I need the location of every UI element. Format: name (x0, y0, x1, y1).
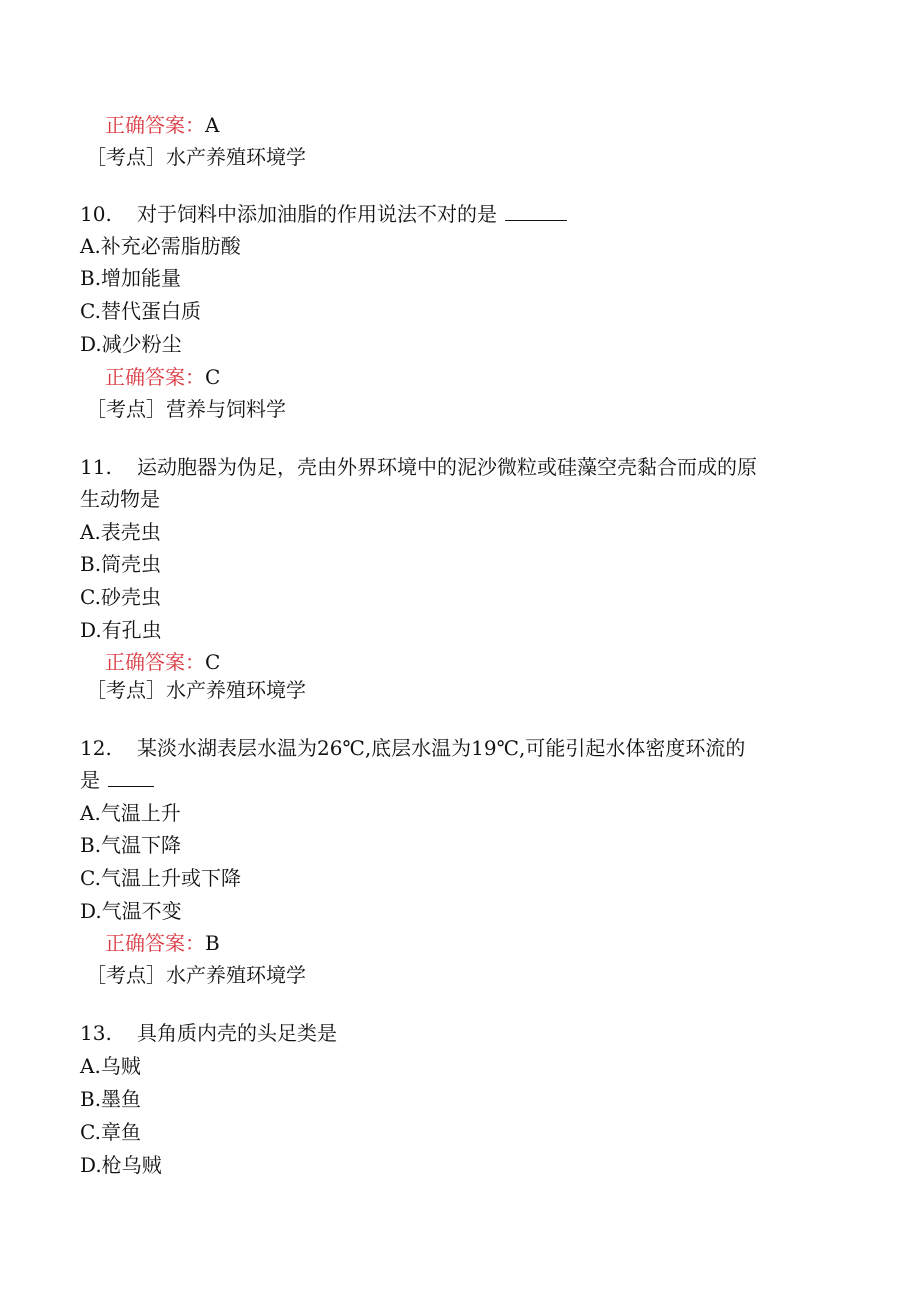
topic-label: ［考点］ (86, 963, 166, 987)
option-d: D.有孔虫 (80, 618, 162, 642)
topic-value: 水产养殖环境学 (166, 678, 306, 702)
question-12-stem (80, 734, 745, 762)
question-number: 10. (80, 202, 112, 226)
topic-value: 水产养殖环境学 (166, 963, 306, 987)
question-text: 对于饲料中添加油脂的作用说法不对的是 (137, 202, 497, 226)
question-13-stem (80, 1019, 337, 1047)
question-text: 运动胞器为伪足，壳由外界环境中的泥沙微粒或硅藻空壳黏合而成的原 (137, 455, 757, 479)
question-12-topic (86, 961, 306, 989)
question-11-stem-cont: 生动物是 (80, 487, 160, 511)
prev-topic-line (86, 143, 306, 171)
question-12-answer (105, 929, 220, 957)
option-a: A.气温上升 (80, 801, 181, 825)
option-a: A.补充必需脂肪酸 (80, 234, 241, 258)
answer-label: 正确答案： (105, 365, 205, 389)
prev-answer-line (105, 111, 219, 139)
question-11-answer (105, 648, 220, 676)
answer-value: B (205, 931, 220, 955)
option-a: A.乌贼 (80, 1054, 141, 1078)
option-c: C.砂壳虫 (80, 585, 161, 609)
option-d: D.气温不变 (80, 899, 182, 923)
question-10-stem (80, 200, 567, 228)
option-d: D.枪乌贼 (80, 1153, 162, 1177)
answer-blank (108, 768, 154, 787)
topic-label: ［考点］ (86, 145, 166, 169)
option-b: B.气温下降 (80, 833, 182, 857)
topic-label: ［考点］ (86, 397, 166, 421)
topic-value: 水产养殖环境学 (166, 145, 306, 169)
option-b: B.筒壳虫 (80, 552, 162, 576)
question-number: 13. (80, 1021, 112, 1045)
option-b: B.增加能量 (80, 266, 182, 290)
option-c: C.替代蛋白质 (80, 299, 201, 323)
question-10-answer (105, 363, 220, 391)
answer-value: C (205, 650, 221, 674)
question-text: 某淡水湖表层水温为26℃,底层水温为19℃,可能引起水体密度环流的 (137, 736, 746, 760)
answer-label: 正确答案： (105, 113, 205, 137)
option-d: D.减少粉尘 (80, 332, 182, 356)
question-text: 具角质内壳的头足类是 (137, 1021, 337, 1045)
question-number: 11. (80, 455, 112, 479)
answer-value: C (205, 365, 221, 389)
topic-value: 营养与饲料学 (166, 397, 286, 421)
question-11-topic (86, 676, 306, 704)
answer-label: 正确答案： (105, 650, 205, 674)
question-10-topic (86, 395, 286, 423)
answer-blank (505, 202, 567, 221)
option-c: C.气温上升或下降 (80, 866, 241, 890)
question-12-stem-cont (80, 766, 154, 794)
option-a: A.表壳虫 (80, 520, 161, 544)
topic-label: ［考点］ (86, 678, 166, 702)
question-text: 是 (80, 768, 100, 792)
question-11-stem (80, 453, 757, 481)
option-b: B.墨鱼 (80, 1087, 142, 1111)
option-c: C.章鱼 (80, 1120, 141, 1144)
answer-label: 正确答案： (105, 931, 205, 955)
question-number: 12. (80, 736, 112, 760)
answer-value: A (205, 113, 220, 137)
